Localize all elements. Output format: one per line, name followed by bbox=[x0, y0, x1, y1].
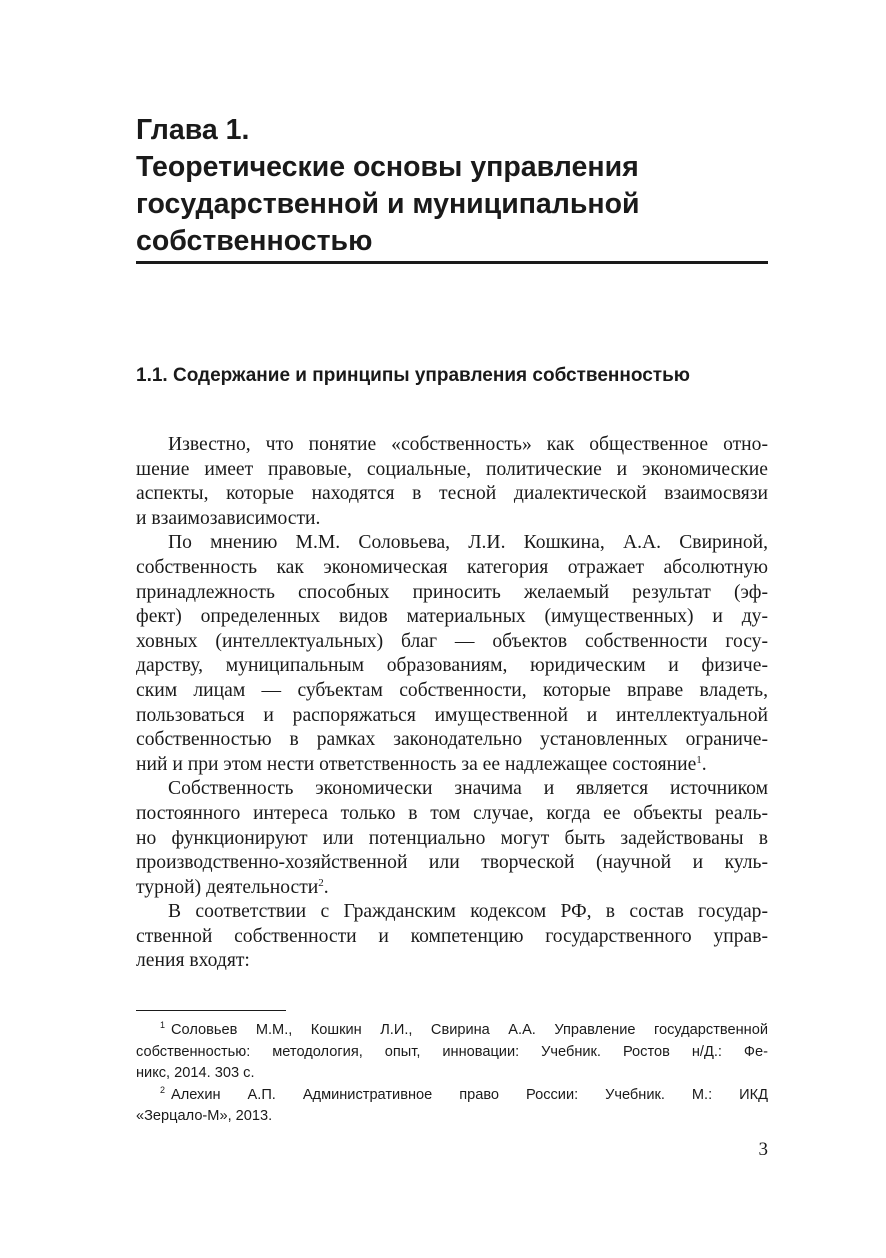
footnote-1-line bbox=[136, 1020, 768, 1042]
footnote-divider bbox=[136, 1010, 286, 1011]
footnote-1-line: никс, 2014. 303 с. bbox=[136, 1065, 255, 1081]
paragraph-line: собственностью в рамках законодательно установленных ограниче- bbox=[136, 729, 768, 751]
chapter-label: Глава 1. bbox=[136, 114, 250, 146]
paragraph-line: производственно-хозяйственной или творческой (научной и куль- bbox=[136, 852, 768, 874]
section-title: 1.1. Содержание и принципы управления собственностью bbox=[136, 365, 691, 386]
paragraph-line: но функционируют или потенциально могут быть задействованы в bbox=[136, 827, 768, 849]
paragraph-line: ственной собственности и компетенцию государственного управ- bbox=[136, 925, 768, 947]
paragraph-line: постоянного интереса только в том случае, когда ее объекты реаль- bbox=[136, 802, 768, 824]
paragraph-line: дарству, муниципальным образованиям, юридическим и физиче- bbox=[136, 655, 768, 677]
paragraph-line bbox=[136, 876, 768, 901]
paragraph-line bbox=[136, 753, 768, 778]
paragraph-line: В соответствии с Гражданским кодексом РФ, в состав государ- bbox=[168, 901, 768, 923]
paragraph-line-text: турной) деятельности bbox=[136, 876, 319, 898]
body-text bbox=[136, 433, 768, 974]
footnote-marker-2: 2 bbox=[160, 1084, 166, 1095]
chapter-title bbox=[136, 112, 776, 260]
paragraph-line: фект) определенных видов материальных (имущественных) и ду- bbox=[136, 606, 768, 628]
footnote-reference-1[interactable]: 1 bbox=[696, 753, 702, 766]
chapter-title-line: собственностью bbox=[136, 225, 373, 257]
paragraph-line: и взаимозависимости. bbox=[136, 507, 321, 529]
paragraph-line: Известно, что понятие «собственность» как общественное отно- bbox=[168, 434, 768, 455]
paragraph-line: шение имеет правовые, социальные, политические и экономические bbox=[136, 458, 768, 480]
page-number: 3 bbox=[758, 1139, 768, 1160]
footnote-2-text: Алехин А.П. Административное право России: Учебник. М.: ИКД bbox=[171, 1086, 768, 1103]
paragraph-line: аспекты, которые находятся в тесной диалектической взаимосвязи bbox=[136, 483, 768, 505]
paragraph-line: ховных (интеллектуальных) благ — объектов собственности госу- bbox=[136, 630, 768, 652]
chapter-title-line: государственной и муниципальной bbox=[136, 188, 640, 220]
paragraph-line: пользоваться и распоряжаться имущественной и интеллектуальной bbox=[136, 704, 768, 726]
paragraph-line: Собственность экономически значима и является источником bbox=[168, 778, 768, 800]
sentence-end: . bbox=[701, 753, 707, 775]
footnote-1-text: Соловьев М.М., Кошкин Л.И., Свирина А.А. Управление государственной bbox=[171, 1022, 768, 1038]
footnotes bbox=[136, 1020, 768, 1128]
footnote-2-line: «Зерцало-М», 2013. bbox=[136, 1108, 273, 1124]
paragraph-line: По мнению М.М. Соловьева, Л.И. Кошкина, А.А. Свириной, bbox=[168, 532, 768, 554]
chapter-title-line: Теоретические основы управления bbox=[136, 151, 639, 183]
paragraph-line: принадлежность способных приносить желаемый результат (эф- bbox=[136, 581, 768, 603]
paragraph-line: собственность как экономическая категория отражает абсолютную bbox=[136, 556, 768, 578]
footnote-1-line: собственностью: методология, опыт, инновации: Учебник. Ростов н/Д.: Фе- bbox=[136, 1043, 768, 1060]
paragraph-line: ским лицам — субъектам собственности, которые вправе владеть, bbox=[136, 679, 768, 701]
footnote-reference-2[interactable]: 2 bbox=[318, 876, 324, 889]
chapter-divider bbox=[136, 261, 768, 264]
paragraph-line: ления входят: bbox=[136, 950, 250, 972]
sentence-end: . bbox=[323, 876, 329, 898]
footnote-2-line bbox=[136, 1085, 768, 1107]
footnote-marker-1: 1 bbox=[160, 1020, 166, 1030]
paragraph-line-text: ний и при этом нести ответственность за ее надлежащее состояние bbox=[136, 753, 697, 775]
